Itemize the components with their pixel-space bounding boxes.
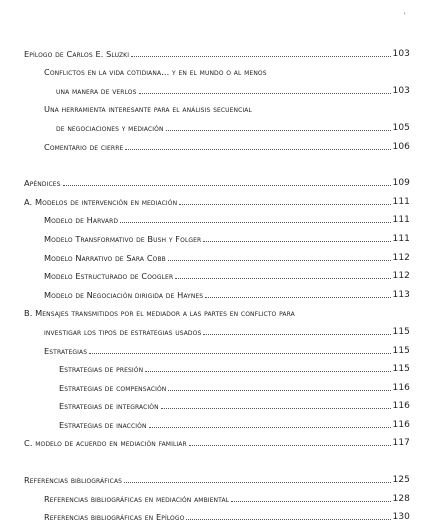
- dot-leader: [189, 445, 391, 446]
- toc-entry-title: C. modelo de acuerdo en mediación familiar: [24, 438, 187, 449]
- toc-page-number: 116: [392, 419, 410, 430]
- toc-entry-title: Modelo de Negociación dirigida de Haynes: [44, 289, 204, 300]
- toc-page-number: 106: [392, 141, 410, 152]
- toc-entry-title: B. Mensajes transmitidos por el mediador a las partes en conflicto para: [24, 308, 295, 319]
- toc-entry-title: Una herramienta interesante para el análisis secuencial: [44, 104, 252, 115]
- toc-entry-model-transformative[interactable]: [24, 225, 410, 244]
- dot-leader: [168, 390, 390, 391]
- toc-entry-model-harvard[interactable]: [24, 207, 410, 226]
- toc-page-number: 111: [392, 233, 410, 244]
- toc-entry-title: Estrategias de compensación: [59, 382, 167, 393]
- toc-entry-title: Referencias bibliográficas en mediación ambiental: [44, 493, 230, 504]
- dot-leader: [179, 204, 390, 205]
- toc-page-number: 115: [392, 364, 410, 375]
- toc-entry-title: Epílogo de Carlos E. Sluzki: [24, 48, 130, 59]
- toc-entry-title: investigar los tipos de estrategias usados: [44, 326, 202, 337]
- dot-leader: [63, 185, 391, 186]
- toc-entry-title: Conflictos en la vida cotidiana... y en el mundo o al menos: [44, 67, 267, 78]
- toc-page-number: 111: [392, 215, 410, 226]
- toc-page-number: 116: [392, 401, 410, 412]
- toc-entry-title: una manera de verlos: [56, 85, 137, 96]
- toc-page-number: 111: [392, 196, 410, 207]
- toc-entry-model-negotiation[interactable]: [24, 281, 410, 300]
- toc-page-number: 116: [392, 382, 410, 393]
- dot-leader: [124, 482, 390, 483]
- toc-entry-strategy-integration[interactable]: [24, 393, 410, 412]
- toc-entry-title: Modelo de Harvard: [44, 215, 119, 226]
- dot-leader: [145, 371, 390, 372]
- toc-entry-title: de negociaciones y mediación: [56, 122, 164, 133]
- toc-entry-title: Modelo Narrativo de Sara Cobb: [44, 252, 166, 263]
- toc-entry-title: Estrategias de inacción: [59, 419, 147, 430]
- toc-entry-title: A. Modelos de intervención en mediación: [24, 196, 178, 207]
- toc-page-number: 125: [392, 475, 410, 486]
- dot-leader: [125, 149, 390, 150]
- dot-leader: [89, 353, 390, 354]
- toc-entry-title: Estrategias: [44, 345, 88, 356]
- toc-entry-closing[interactable]: [24, 133, 410, 152]
- dot-leader: [139, 93, 391, 94]
- dot-leader: [231, 501, 390, 502]
- dot-leader: [161, 408, 391, 409]
- toc-page-number: 130: [392, 512, 410, 522]
- toc-entry-title: Estrategias de presión: [59, 364, 144, 375]
- toc-entry-references-epilogue[interactable]: [24, 504, 410, 522]
- dot-leader: [203, 334, 390, 335]
- toc-entry-title: Modelo Estructurado de Coogler: [44, 271, 174, 282]
- toc-entry-strategy-pressure[interactable]: [24, 356, 410, 375]
- toc-page-number: 117: [392, 438, 410, 449]
- dot-leader: [166, 130, 391, 131]
- toc-entry-strategy-compensation[interactable]: [24, 374, 410, 393]
- dot-leader: [131, 56, 390, 57]
- toc-entry-epilogue[interactable]: [24, 40, 410, 59]
- page-mark: ': [404, 12, 406, 19]
- toc-entry-references[interactable]: [24, 466, 410, 485]
- dot-leader: [203, 241, 390, 242]
- toc-entry-section-a[interactable]: [24, 188, 410, 207]
- dot-leader: [175, 278, 390, 279]
- toc-entry-strategies[interactable]: [24, 337, 410, 356]
- dot-leader: [205, 297, 390, 298]
- toc-page-number: 105: [392, 122, 410, 133]
- dot-leader: [168, 260, 391, 261]
- dot-leader: [120, 222, 390, 223]
- toc-page-number: 103: [392, 85, 410, 96]
- toc-entry-model-narrative[interactable]: [24, 244, 410, 263]
- toc-entry-section-b-first-line[interactable]: [24, 300, 410, 319]
- toc-entry-tool-first-line[interactable]: [24, 96, 410, 115]
- toc-page-number: 109: [392, 178, 410, 189]
- toc-page-number: 128: [392, 493, 410, 504]
- section-gap: [24, 152, 410, 170]
- toc-entry-title: Comentario de cierre: [44, 141, 124, 152]
- toc-page-number: 112: [392, 252, 410, 263]
- toc-entry-model-structured[interactable]: [24, 263, 410, 282]
- toc-page-number: 115: [392, 326, 410, 337]
- toc-entry-title: Apéndices: [24, 178, 61, 189]
- toc-entry-strategy-inaction[interactable]: [24, 411, 410, 430]
- toc-entry-title: Referencias bibliográficas: [24, 475, 123, 486]
- toc-page-number: 115: [392, 345, 410, 356]
- toc-page-number: 112: [392, 271, 410, 282]
- dot-leader: [149, 427, 391, 428]
- toc-entry-title: Referencias bibliográficas en Epílogo: [44, 512, 185, 522]
- toc-page-number: 103: [392, 48, 410, 59]
- toc-entry-title: Modelo Transformativo de Bush y Folger: [44, 233, 202, 244]
- toc-entry-conflicts-first-line[interactable]: [24, 59, 410, 78]
- toc-entry-tool[interactable]: [24, 114, 410, 133]
- toc-page-number: 113: [392, 289, 410, 300]
- toc-entry-section-b[interactable]: [24, 318, 410, 337]
- table-of-contents: [24, 40, 410, 522]
- dot-leader: [186, 519, 390, 520]
- toc-entry-section-c[interactable]: [24, 430, 410, 449]
- toc-entry-references-environmental[interactable]: [24, 485, 410, 504]
- section-gap: [24, 448, 410, 466]
- toc-entry-conflicts[interactable]: [24, 77, 410, 96]
- toc-entry-title: Estrategias de integración: [59, 401, 159, 412]
- toc-entry-appendices[interactable]: [24, 170, 410, 189]
